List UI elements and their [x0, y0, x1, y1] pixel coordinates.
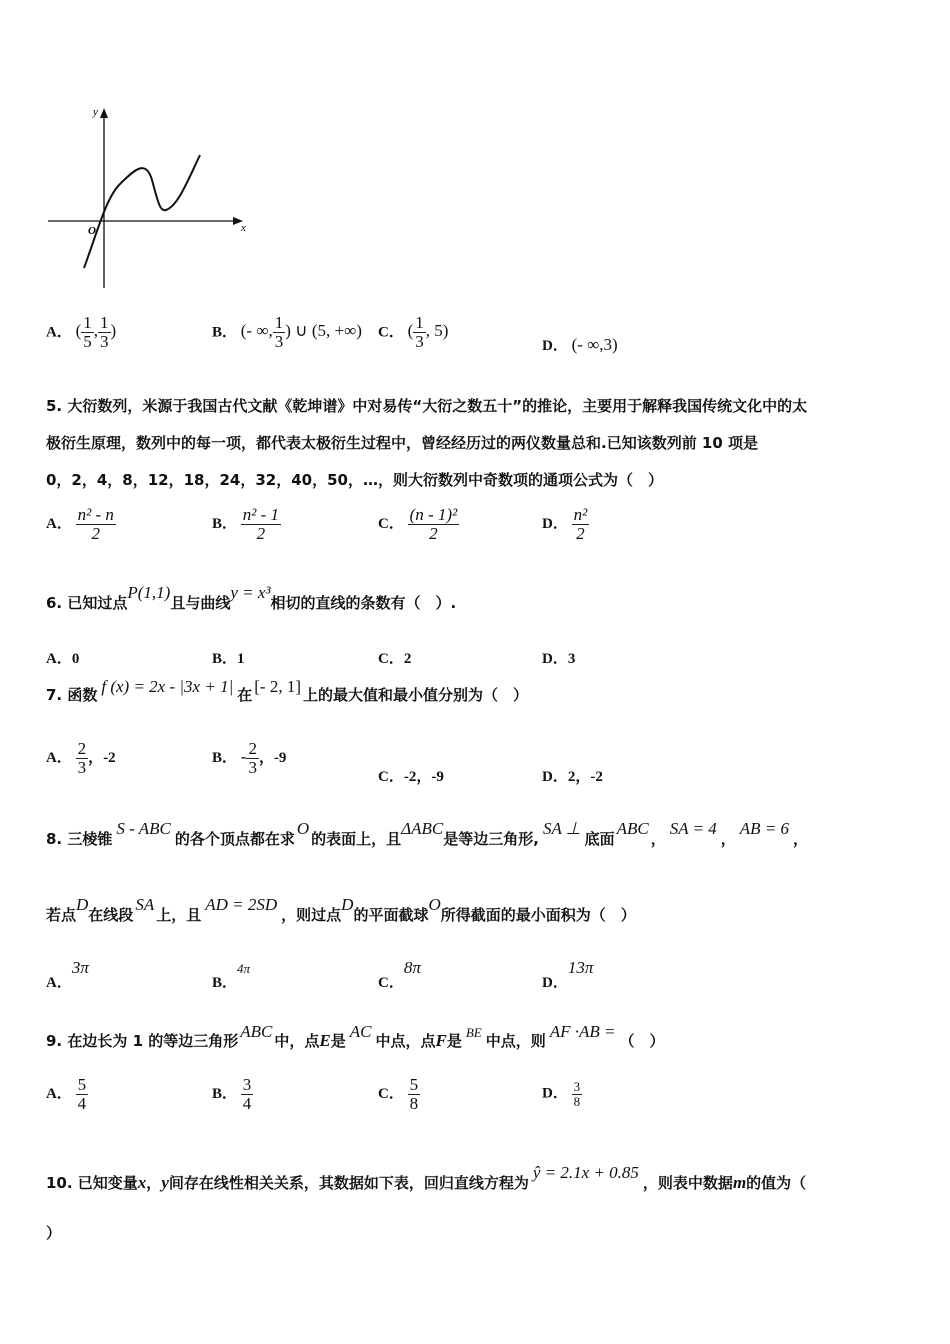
q8-math: AB = 6 — [739, 819, 790, 838]
option-label: C． — [378, 515, 404, 532]
option-label: A． — [46, 515, 72, 532]
q6-text: 相切的直线的条数有（ ）. — [270, 594, 457, 612]
q8-math: D — [341, 895, 354, 914]
q10-line-2: ） — [46, 1224, 62, 1242]
q10-text: 10. 已知变量 — [46, 1174, 138, 1192]
q9-math: BE — [465, 1025, 482, 1040]
option-label: B． — [212, 324, 238, 341]
option-text: ，-2 — [88, 749, 116, 766]
q8-text: ， — [793, 830, 809, 848]
option-label: D． — [542, 338, 568, 354]
y-axis-label: y — [93, 106, 98, 118]
q6-curve: y = x³ — [230, 583, 271, 602]
q7-option-b[interactable] — [212, 740, 286, 777]
curve — [84, 155, 200, 268]
option-text: , 5) — [425, 321, 449, 341]
fraction-num: 3 — [242, 1075, 252, 1094]
option-label: D． — [542, 515, 568, 532]
q9-text: 中点，则 — [485, 1032, 546, 1050]
q8-math: ΔABC — [401, 819, 444, 838]
fraction-num: n² - n — [77, 505, 114, 524]
q8-line-2 — [46, 895, 636, 925]
fraction-den: 8 — [409, 1093, 419, 1113]
q4-option-c[interactable]: C． ( $\frac{1}{3}$ , 5) — [378, 313, 449, 351]
q9-text: 中，点 — [274, 1032, 320, 1050]
q8-option-a[interactable] — [46, 958, 89, 992]
q8-math: S - ABC — [116, 819, 171, 838]
q10-text: ， — [146, 1174, 162, 1192]
q8-text: 8. 三棱锥 — [46, 830, 113, 848]
q7-text: 在 — [237, 686, 253, 704]
fraction-num: (n - 1)² — [409, 505, 458, 524]
q8-text: ， — [720, 830, 736, 848]
q8-math: O — [296, 819, 310, 838]
option-text: ，-9 — [258, 749, 287, 766]
q9-text: 是 — [330, 1032, 346, 1050]
q9-math: AC — [349, 1022, 372, 1041]
q7-option-a[interactable] — [46, 740, 116, 777]
q5-line-3: 0，2，4，8，12，18，24，32，40，50，…，则大衍数列中奇数项的通项公式为（ ） — [46, 471, 663, 489]
q4-option-b[interactable] — [212, 314, 362, 351]
q6-text: 且与曲线 — [170, 594, 231, 612]
q9-text: （ ） — [619, 1032, 665, 1050]
q9-option-b[interactable] — [212, 1076, 253, 1113]
q8-text: 所得截面的最小面积为（ ） — [440, 906, 636, 924]
q8-line-1 — [46, 819, 809, 849]
q9-option-a[interactable] — [46, 1076, 88, 1113]
q8-math: D — [76, 895, 89, 914]
q8-text: ， — [650, 830, 666, 848]
option-label: C． — [378, 1085, 404, 1102]
option-text: (- ∞, — [240, 321, 273, 341]
q9-stem — [46, 1022, 665, 1051]
q10-regression-eq: ŷ = 2.1x + 0.85 — [532, 1163, 639, 1182]
option-value: 3π — [71, 958, 89, 977]
fraction-den: 2 — [91, 523, 100, 543]
q9-text: 中点，点 — [375, 1032, 436, 1050]
fraction-den: 2 — [576, 523, 585, 543]
fraction-den: 3 — [248, 757, 257, 777]
fraction-num: n² - 1 — [242, 505, 280, 524]
option-value: 4π — [237, 961, 251, 976]
q10-text: ，则表中数据 — [642, 1174, 733, 1192]
option-label: C． — [378, 324, 404, 341]
sign: - — [240, 746, 247, 766]
q7-option-d[interactable]: D．2，-2 — [542, 769, 603, 785]
q8-math: ABC — [616, 819, 649, 838]
fraction-num: 2 — [77, 739, 87, 758]
option-label: D． — [542, 975, 568, 991]
q6-option-c[interactable]: C．2 — [378, 651, 412, 667]
q8-math: SA = 4 — [669, 819, 717, 838]
fraction-num: 1 — [415, 313, 424, 332]
option-label: B． — [212, 975, 238, 991]
q10-var-x: x — [137, 1173, 147, 1192]
q8-option-c[interactable] — [378, 958, 421, 992]
q8-option-d[interactable] — [542, 958, 594, 992]
q8-text: 底面 — [584, 830, 615, 848]
q9-text: 是 — [446, 1032, 462, 1050]
fraction-den: 3 — [77, 757, 87, 777]
q5-line-2: 极衍生原理，数列中的每一项，都代表太极衍生过程中，曾经经历过的两仪数量总和.已知该数列前 10 项是 — [46, 434, 759, 452]
q8-text: 的各个顶点都在求 — [174, 830, 295, 848]
option-label: C． — [378, 975, 404, 991]
fraction-den: 3 — [274, 331, 284, 351]
q8-math: O — [428, 895, 441, 914]
fraction-den: 8 — [573, 1093, 581, 1109]
q8-text: 的平面截球 — [353, 906, 429, 924]
q6-option-a[interactable]: A．0 — [46, 651, 80, 667]
q5-line-1: 5. 大衍数列，米源于我国古代文献《乾坤谱》中对易传“大衍之数五十”的推论，主要用于解释我国传统文化中的太 — [46, 397, 808, 415]
q10-text: 间存在线性相关关系，其数据如下表，回归直线方程为 — [168, 1174, 529, 1192]
q8-text: 是等边三角形, — [443, 830, 539, 848]
option-value: 8π — [403, 958, 421, 977]
option-label: B． — [212, 515, 238, 532]
q7-function: f (x) = 2x - |3x + 1| — [101, 677, 234, 696]
q4-option-a[interactable]: A． ( $\frac{1}{5}$ , $\frac{1}{3}$ ) — [46, 313, 117, 351]
q5-option-a[interactable] — [46, 506, 116, 543]
q6-option-d[interactable]: D．3 — [542, 651, 576, 667]
q9-option-d[interactable] — [542, 1080, 582, 1108]
option-label: A． — [46, 1085, 72, 1102]
option-text: (- ∞,3) — [571, 335, 618, 354]
q7-text: 上的最大值和最小值分别为（ ） — [303, 686, 529, 704]
option-label: A． — [46, 749, 72, 766]
option-text: ) ∪ (5, +∞) — [285, 321, 362, 341]
fraction-den: 2 — [256, 523, 266, 543]
q6-text: 6. 已知过点 — [46, 594, 128, 612]
option-value: 13π — [567, 958, 594, 977]
option-label: A． — [46, 975, 72, 991]
fraction-num: 1 — [274, 313, 284, 332]
q4-option-d[interactable] — [542, 334, 618, 355]
q6-point: P(1,1) — [127, 583, 171, 602]
q9-math: F — [435, 1031, 447, 1050]
q10-text: 的值为（ — [746, 1174, 807, 1192]
fraction-den: 2 — [429, 523, 438, 543]
origin-label: O — [88, 225, 96, 237]
q10-stem — [46, 1163, 807, 1193]
q9-math: ABC — [240, 1022, 273, 1041]
fraction-den: 5 — [83, 331, 92, 351]
q6-option-b[interactable]: B．1 — [212, 651, 245, 667]
q8-text: 在线段 — [88, 906, 134, 924]
function-graph — [40, 100, 255, 295]
fraction-num: n² — [573, 505, 588, 524]
y-axis-arrow — [100, 108, 108, 118]
q7-text: 7. 函数 — [46, 686, 98, 704]
q9-option-c[interactable] — [378, 1076, 420, 1113]
fraction-den: 3 — [415, 331, 424, 351]
option-label: B． — [212, 1085, 238, 1102]
q8-option-b[interactable] — [212, 961, 251, 992]
x-axis-label: x — [241, 222, 246, 234]
fraction-num: 1 — [83, 313, 92, 332]
fraction-num: 3 — [573, 1079, 581, 1094]
option-label: A． — [46, 324, 72, 341]
q8-text: 的表面上，且 — [311, 830, 402, 848]
q7-interval: [- 2, 1] — [254, 677, 301, 696]
q7-option-c[interactable]: C．-2，-9 — [378, 769, 444, 785]
q10-var-y: y — [161, 1173, 169, 1192]
q5-option-b[interactable] — [212, 506, 281, 543]
q10-var-m: m — [732, 1173, 747, 1192]
option-label: D． — [542, 1085, 568, 1102]
fraction-den: 3 — [100, 331, 109, 351]
fraction-den: 4 — [77, 1093, 87, 1113]
q8-text: 若点 — [46, 906, 77, 924]
fraction-den: 4 — [242, 1093, 252, 1113]
q9-math: E — [319, 1031, 331, 1050]
q5-option-c[interactable] — [378, 506, 459, 543]
q7-stem — [46, 677, 529, 705]
q5-option-d[interactable] — [542, 506, 589, 543]
q8-text: 上，且 — [156, 906, 202, 924]
q8-math: SA — [135, 895, 155, 914]
fraction-num: 2 — [248, 739, 257, 758]
fraction-num: 5 — [409, 1075, 419, 1094]
q9-text: 9. 在边长为 1 的等边三角形 — [46, 1032, 239, 1050]
q8-math: AD = 2SD — [205, 895, 278, 914]
q6-stem — [46, 583, 457, 613]
option-label: B． — [212, 749, 238, 766]
fraction-num: 1 — [100, 313, 109, 332]
fraction-num: 5 — [77, 1075, 87, 1094]
q9-math: AF ·AB = — [549, 1022, 616, 1041]
q8-text: ，则过点 — [281, 906, 342, 924]
q8-math: SA ⊥ — [542, 819, 581, 838]
